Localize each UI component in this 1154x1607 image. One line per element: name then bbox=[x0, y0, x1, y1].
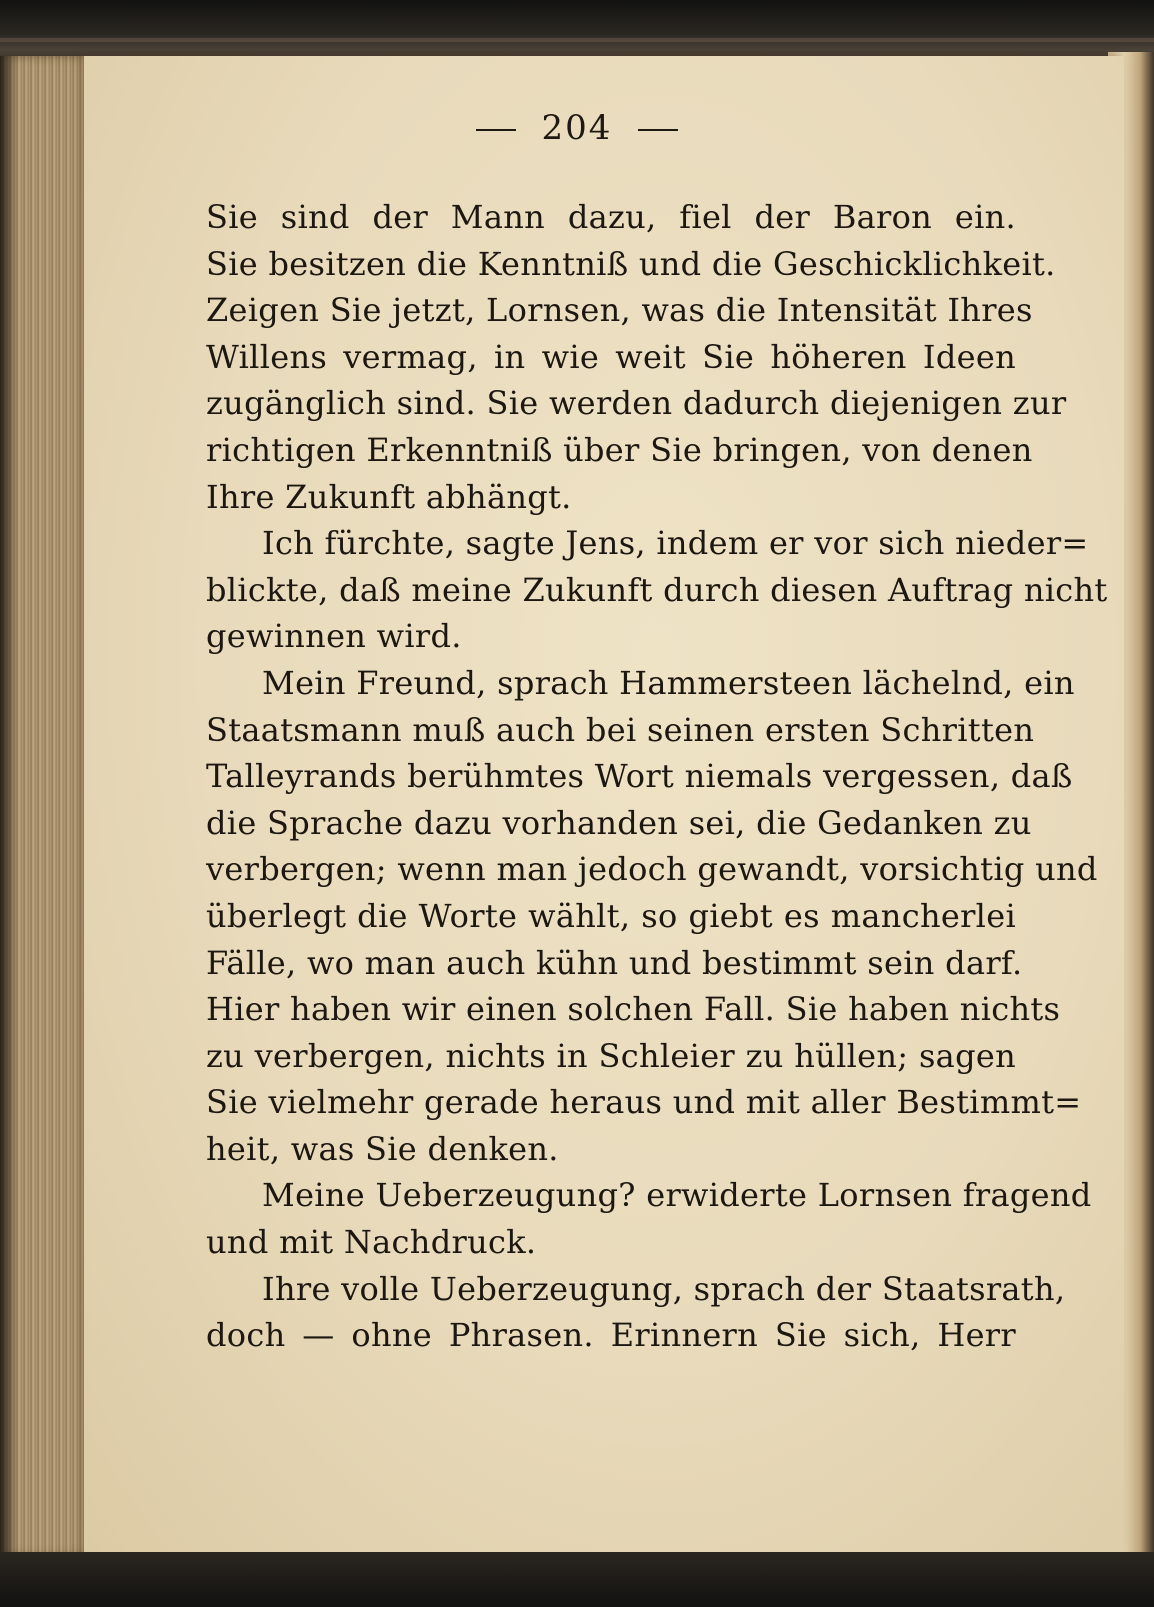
text-line: Hier haben wir einen solchen Fall. Sie haben nichts bbox=[206, 990, 1061, 1029]
text-line: blickte, daß meine Zukunft durch diesen Auftrag nicht bbox=[206, 570, 1108, 609]
text-line: Sie besitzen die Kenntniß und die Geschicklichkeit. bbox=[206, 244, 1056, 283]
text-line: richtigen Erkenntniß über Sie bringen, von denen bbox=[206, 430, 1033, 469]
text-line: zu verbergen, nichts in Schleier zu hüllen; sagen bbox=[206, 1036, 1016, 1075]
text-line: Ihre volle Ueberzeugung, sprach der Staatsrath, bbox=[262, 1269, 1066, 1308]
text-line: Meine Ueberzeugung? erwiderte Lornsen fragend bbox=[262, 1176, 1092, 1215]
text-line: zugänglich sind. Sie werden dadurch diejenigen zur bbox=[206, 384, 1067, 423]
page-number-dash-right bbox=[638, 129, 678, 131]
page-number-dash-left bbox=[476, 129, 516, 131]
text-line: Sie sind der Mann dazu, fiel der Baron ein. bbox=[206, 198, 1016, 236]
text-line: Ihre Zukunft abhängt. bbox=[206, 477, 572, 516]
text-line: gewinnen wird. bbox=[206, 617, 462, 656]
text-line: überlegt die Worte wählt, so giebt es mancherlei bbox=[206, 896, 1016, 935]
page-number-value: 204 bbox=[541, 108, 613, 148]
text-line: heit, was Sie denken. bbox=[206, 1129, 559, 1168]
book-bottom-edge bbox=[0, 1552, 1154, 1607]
text-line: Willens vermag, in wie weit Sie höheren Ideen bbox=[206, 337, 1016, 376]
text-line: Staatsmann muß auch bei seinen ersten Schritten bbox=[206, 710, 1035, 749]
text-line: Ich fürchte, sagte Jens, indem er vor sich nieder= bbox=[262, 524, 1089, 563]
page-body-text bbox=[206, 194, 1108, 1359]
text-line: doch — ohne Phrasen. Erinnern Sie sich, Herr bbox=[206, 1316, 1016, 1355]
text-line: und mit Nachdruck. bbox=[206, 1223, 537, 1262]
page-number bbox=[0, 108, 1154, 148]
text-line: Mein Freund, sprach Hammersteen lächelnd, ein bbox=[262, 663, 1075, 702]
text-line: verbergen; wenn man jedoch gewandt, vorsichtig und bbox=[206, 850, 1098, 889]
book-cover-edge bbox=[0, 0, 1154, 62]
text-line: die Sprache dazu vorhanden sei, die Gedanken zu bbox=[206, 803, 1032, 842]
text-line: Talleyrands berühmtes Wort niemals vergessen, daß bbox=[206, 757, 1073, 796]
text-line: Zeigen Sie jetzt, Lornsen, was die Intensität Ihres bbox=[206, 291, 1033, 330]
text-line: Fälle, wo man auch kühn und bestimmt sein darf. bbox=[206, 943, 1023, 982]
text-line: Sie vielmehr gerade heraus und mit aller Bestimmt= bbox=[206, 1083, 1082, 1122]
